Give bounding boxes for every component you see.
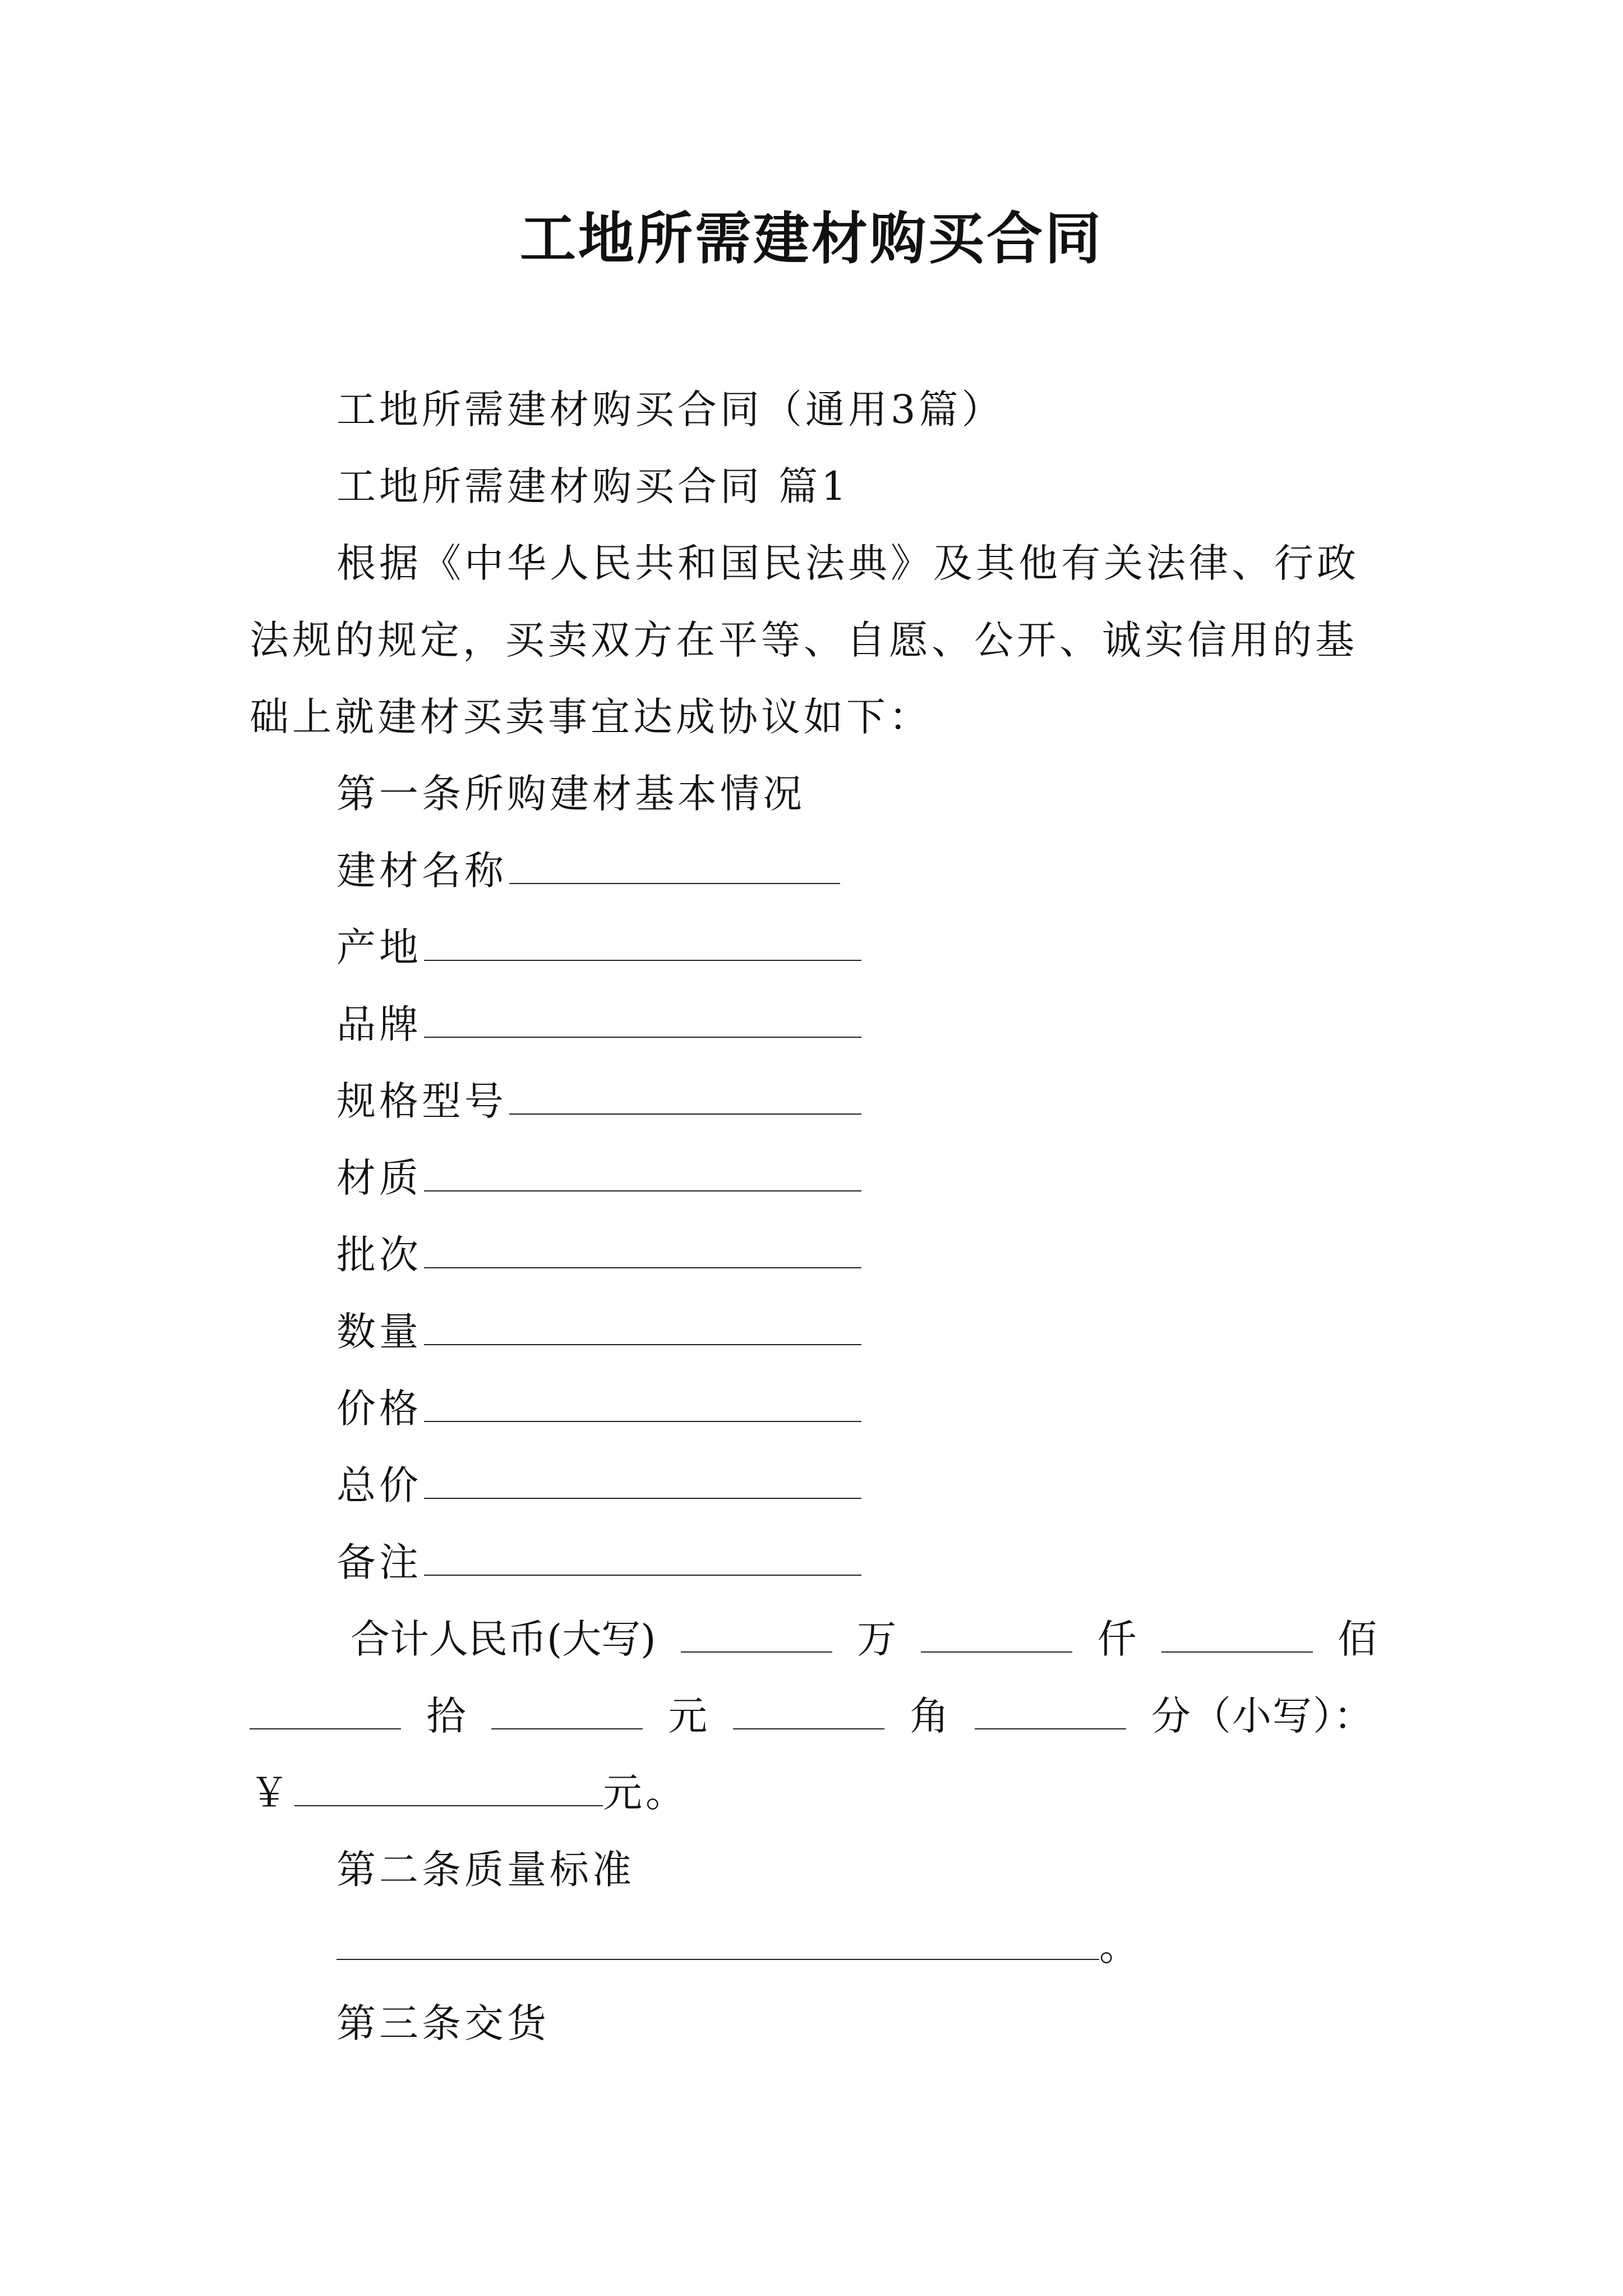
total-amount-line-1 — [351, 1611, 1377, 1667]
field-label: 批次 — [336, 1232, 422, 1278]
field-batch — [336, 1227, 861, 1283]
field-label: 规格型号 — [336, 1078, 507, 1124]
field-label: 材质 — [336, 1155, 422, 1201]
field-brand — [336, 996, 861, 1052]
document-title: 工地所需建材购买合同 — [520, 205, 1103, 272]
field-label: 产地 — [336, 924, 422, 970]
total-amount-line-3 — [250, 1765, 688, 1821]
unit-bai: 佰 — [1337, 1616, 1377, 1662]
field-label: 价格 — [336, 1386, 422, 1432]
quality-standard-blank[interactable] — [336, 1925, 1099, 1960]
fill-in-blank[interactable] — [509, 1080, 861, 1115]
quality-standard-line — [336, 1918, 1142, 1975]
fill-in-blank[interactable] — [509, 849, 840, 884]
jiao-blank[interactable] — [733, 1695, 884, 1729]
intro-paragraph-line-2: 法规的规定，买卖双方在平等、自愿、公开、诚实信用的基 — [250, 617, 1358, 663]
total-amount-line-2 — [250, 1688, 1374, 1744]
field-quantity — [336, 1304, 861, 1360]
unit-shi: 拾 — [426, 1693, 466, 1739]
unit-qian: 仟 — [1097, 1616, 1137, 1662]
field-price — [336, 1381, 861, 1437]
bai-blank[interactable] — [1161, 1618, 1313, 1653]
article-1-heading: 第一条所购建材基本情况 — [336, 771, 805, 817]
field-label: 品牌 — [336, 1001, 422, 1047]
quality-standard-period: 。 — [1099, 1924, 1142, 1970]
fill-in-blank[interactable] — [424, 1310, 861, 1345]
part-heading: 工地所需建材购买合同 篇1 — [336, 463, 850, 509]
unit-fen-lowercase: 分（小写）： — [1151, 1693, 1374, 1739]
field-label: 总价 — [336, 1462, 422, 1508]
fill-in-blank[interactable] — [424, 926, 861, 961]
intro-paragraph-line-1: 根据《中华人民共和国民法典》及其他有关法律、行政 — [336, 540, 1359, 586]
subtitle: 工地所需建材购买合同（通用3篇） — [336, 386, 1004, 432]
field-material-name — [336, 843, 840, 899]
total-suffix: 元。 — [603, 1770, 688, 1816]
yuan-blank[interactable] — [491, 1695, 643, 1729]
wan-blank[interactable] — [681, 1618, 832, 1653]
unit-yuan: 元 — [668, 1693, 708, 1739]
qian-blank[interactable] — [921, 1618, 1072, 1653]
intro-paragraph-line-3: 础上就建材买卖事宜达成协议如下： — [250, 694, 932, 740]
fill-in-blank[interactable] — [424, 1464, 861, 1499]
lowercase-amount-blank[interactable] — [294, 1772, 603, 1806]
unit-jiao: 角 — [910, 1693, 949, 1739]
field-remarks — [336, 1534, 861, 1590]
article-2-heading: 第二条质量标准 — [336, 1847, 635, 1893]
field-total-price — [336, 1457, 861, 1513]
fill-in-blank[interactable] — [424, 1157, 861, 1191]
article-3-heading: 第三条交货 — [336, 2000, 550, 2046]
field-material-quality — [336, 1150, 861, 1206]
field-label: 备注 — [336, 1539, 422, 1585]
shi-blank[interactable] — [250, 1695, 401, 1729]
fill-in-blank[interactable] — [424, 1234, 861, 1268]
field-spec-model — [336, 1073, 861, 1129]
currency-symbol: ￥ — [250, 1770, 292, 1816]
field-origin — [336, 919, 861, 976]
fill-in-blank[interactable] — [424, 1003, 861, 1038]
fill-in-blank[interactable] — [424, 1541, 861, 1576]
total-prefix: 合计人民币(大写) — [351, 1616, 656, 1662]
unit-wan: 万 — [857, 1616, 897, 1662]
fill-in-blank[interactable] — [424, 1387, 861, 1422]
fen-blank[interactable] — [975, 1695, 1126, 1729]
field-label: 建材名称 — [336, 848, 507, 894]
field-label: 数量 — [336, 1309, 422, 1355]
